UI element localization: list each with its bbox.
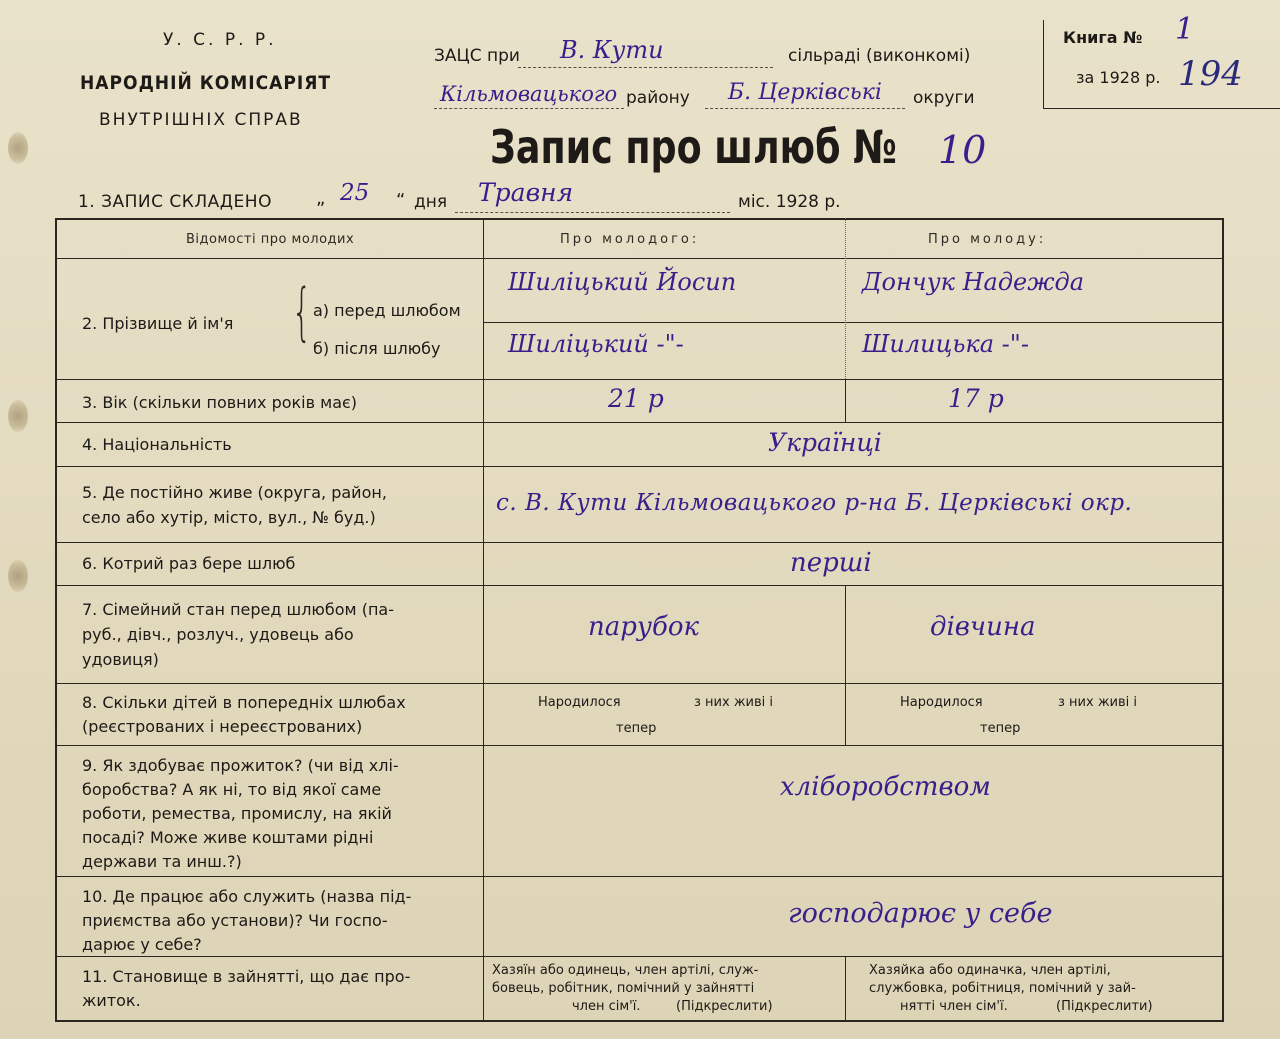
residence: с. В. Кути Кільмовацького р-на Б. Церківські окр.: [496, 490, 1133, 516]
row-divider: [55, 876, 1224, 877]
okrug-name: Б. Церківські: [728, 80, 882, 105]
zags-village: В. Кути: [560, 36, 664, 64]
groom-marital-status: парубок: [588, 612, 700, 642]
row-divider: [55, 683, 1224, 684]
bride-children-alive-label: з них живі і: [1058, 695, 1137, 710]
row11-label-line2: житок.: [82, 991, 141, 1010]
record-day: 25: [340, 180, 370, 206]
zags-prefix: ЗАЦС при: [434, 46, 520, 66]
year-label: за 1928 р.: [1076, 68, 1161, 87]
col-header-groom: Про молодого:: [560, 232, 700, 247]
groom-age: 21 р: [608, 384, 664, 413]
header-ussr: У. С. Р. Р.: [163, 30, 277, 50]
row2-brace: {: [291, 275, 312, 348]
quote-open: „: [316, 188, 326, 209]
record-month: Травня: [478, 178, 574, 207]
row2-before-label: а) перед шлюбом: [313, 301, 461, 320]
day-label: дня: [414, 192, 448, 212]
marriage-number: 10: [938, 128, 987, 172]
row-divider: [55, 745, 1224, 746]
month-label: міс. 1928 р.: [738, 192, 841, 212]
row9-label-line1: 9. Як здобуває прожиток? (чи від хлі-: [82, 756, 399, 775]
row2-after-label: б) після шлюбу: [313, 339, 441, 358]
row10-label-line2: приємства або установи)? Чи госпо-: [82, 911, 388, 930]
workplace: господарює у себе: [788, 898, 1053, 929]
row-divider: [55, 422, 1224, 423]
okrug-underline: [705, 108, 905, 109]
punch-hole: [8, 132, 28, 164]
marriage-count: перші: [790, 548, 872, 578]
row7-label-line3: удовиця): [82, 650, 159, 669]
groom-name-after: Шиліцький -"-: [508, 330, 684, 358]
district-underline: [434, 108, 624, 109]
row-divider: [55, 379, 1224, 380]
row-divider: [55, 258, 1224, 259]
row-divider: [55, 542, 1224, 543]
bride-children-born-label: Народилося: [900, 695, 983, 710]
quote-close: “: [396, 190, 406, 211]
row5-label-line2: село або хутір, місто, вул., № буд.): [82, 508, 376, 527]
row5-label-line1: 5. Де постійно живе (округа, район,: [82, 483, 387, 502]
row-divider: [55, 466, 1224, 467]
row9-label-line5: держави та инш.?): [82, 852, 242, 871]
col-header-bride: Про молоду:: [928, 232, 1047, 247]
zags-suffix: сільраді (виконкомі): [788, 46, 971, 66]
col-divider-2c: [845, 379, 846, 423]
bride-occupation-line2: службовка, робітниця, помічний у зай-: [869, 981, 1136, 996]
row9-label-line2: боробства? А як ні, то від якої саме: [82, 780, 382, 799]
zags-underline: [518, 67, 773, 68]
row10-label-line1: 10. Де працює або служить (назва під-: [82, 887, 412, 906]
bride-age: 17 р: [948, 384, 1004, 413]
groom-name-before: Шиліцький Йосип: [508, 268, 737, 296]
bride-name-before: Дончук Надежда: [862, 268, 1085, 296]
col-divider-2e: [845, 683, 846, 745]
groom-occupation-line1: Хазяїн або одинець, член артілі, служ-: [492, 963, 759, 978]
row7-label-line1: 7. Сімейний стан перед шлюбом (па-: [82, 600, 394, 619]
col-divider-2d: [845, 585, 846, 683]
row6-label: 6. Котрий раз бере шлюб: [82, 554, 296, 573]
row8-label-line1: 8. Скільки дітей в попередніх шлюбах: [82, 693, 406, 712]
col-divider-1: [483, 218, 484, 1022]
bride-occupation-line3: нятті член сім'ї.: [900, 999, 1008, 1014]
col-header-info: Відомості про молодих: [186, 232, 355, 247]
row7-label-line2: руб., дівч., розлуч., удовець або: [82, 625, 354, 644]
row4-label: 4. Національність: [82, 435, 232, 454]
district-name: Кільмовацького: [440, 82, 618, 106]
year-handwritten: 194: [1178, 54, 1243, 94]
punch-hole: [8, 400, 28, 432]
row3-label: 3. Вік (скільки повних років має): [82, 393, 358, 412]
header-commissariat: НАРОДНІЙ КОМІСАРІЯТ: [80, 72, 332, 94]
row9-label-line4: посаді? Може живе коштами рідні: [82, 828, 374, 847]
bride-occupation-line1: Хазяйка або одиначка, член артілі,: [869, 963, 1111, 978]
nationality: Українці: [768, 428, 882, 457]
bride-underline-note: (Підкреслити): [1056, 999, 1153, 1014]
bride-marital-status: дівчина: [930, 612, 1036, 642]
row10-label-line3: дарює у себе?: [82, 935, 202, 954]
header-department: ВНУТРІШНІХ СПРАВ: [99, 110, 303, 130]
livelihood: хліборобством: [780, 772, 991, 802]
groom-children-born-label: Народилося: [538, 695, 621, 710]
row8-label-line2: (реєстрованих і нереєстрованих): [82, 717, 363, 736]
row-divider: [55, 585, 1224, 586]
row-divider: [55, 956, 1224, 957]
groom-children-alive-label: з них живі і: [694, 695, 773, 710]
groom-occupation-line3: член сім'ї.: [572, 999, 641, 1014]
bride-name-after: Шилицька -"-: [862, 330, 1029, 358]
col-divider-2f: [845, 956, 846, 1022]
groom-underline-note: (Підкреслити): [676, 999, 773, 1014]
okrug-suffix: округи: [913, 88, 975, 108]
month-underline: [455, 212, 730, 213]
col-divider-2a: [845, 218, 846, 383]
row9-label-line3: роботи, ремества, промислу, на якій: [82, 804, 392, 823]
district-suffix: району: [626, 88, 690, 108]
bride-children-now-label: тепер: [980, 721, 1021, 736]
punch-hole: [8, 560, 28, 592]
groom-occupation-line2: бовець, робітник, помічний у зайнятті: [492, 981, 755, 996]
book-label: Книга №: [1063, 28, 1143, 47]
row11-label-line1: 11. Становище в зайнятті, що дає про-: [82, 967, 411, 986]
groom-children-now-label: тепер: [616, 721, 657, 736]
record-prefix: 1. ЗАПИС СКЛАДЕНО: [78, 192, 272, 212]
page-title: Запис про шлюб №: [490, 120, 897, 174]
row2-inner-divider: [483, 322, 1224, 323]
book-number: 1: [1175, 12, 1195, 47]
row2-label: 2. Прізвище й ім'я: [82, 314, 234, 333]
